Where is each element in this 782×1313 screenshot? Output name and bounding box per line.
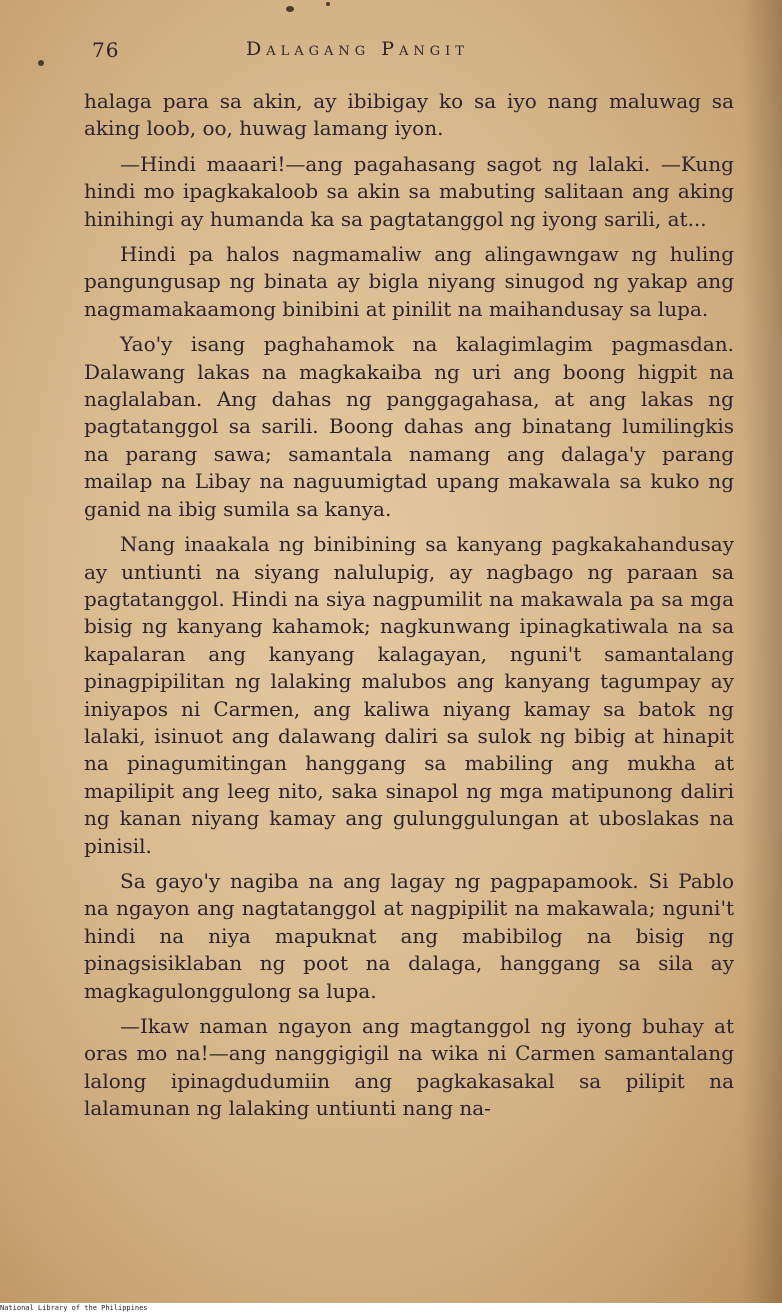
library-credit: National Library of the Philippines (0, 1304, 148, 1312)
paragraph: Yao'y isang paghahamok na kalagimlagim pagmasdan. Dalawang lakas na magkakaiba ng uri ang boong higpit na naglalaban. Ang dahas ng panggagahasa, at ang lakas ng pagtatanggol sa sarili. Boong dahas ang binatang lumilingkis na parang sawa; samantala namang ang dalaga'y parang mailap na Libay na naguumigtad upang makawala sa kuko ng ganid na ibig sumila sa kanya. (84, 332, 734, 521)
running-head: Dalagang Pangit (246, 38, 469, 60)
page-number: 76 (92, 38, 120, 62)
ink-speck (286, 6, 294, 12)
ink-speck (326, 2, 330, 6)
page-header (0, 36, 782, 66)
page-edge-shadow (742, 0, 782, 1303)
paragraph: Nang inaakala ng binibining sa kanyang pagkakahandusay ay untiunti na siyang nalulupig, ay nagbago ng paraan sa pagtatanggol. Hindi na siya nagpumilit na makawala pa sa mga bisig ng kanyang kahamok; nagkunwang ipinagkatiwala na sa kapalaran ang kanyang kalagayan, nguni't samantalang pinagpipilitan ng lalaking malubos ang kanyang tagumpay ay iniyapos ni Carmen, ang kaliwa niyang kamay sa batok ng lalaki, isinuot ang dalawang daliri sa sulok ng bibig at hinapit na pinagumitingan hanggang sa mabiling ang mukha at mapilipit ang leeg nito, saka sinapol ng mga matipunong daliri ng kanan niyang kamay ang gulunggulungan at uboslakas na pinisil. (84, 532, 734, 858)
paragraph: Sa gayo'y nagiba na ang lagay ng pagpapamook. Si Pablo na ngayon ang nagtatanggol at nagpipilit na makawala; nguni't hindi na niya mapuknat ang mabibilog na bisig ng pinagsisiklaban ng poot na dalaga, hanggang sa sila ay magkagulonggulong sa lupa. (84, 868, 734, 1003)
paragraph: —Hindi maaari!—ang pagahasang sagot ng lalaki. —Kung hindi mo ipagkakaloob sa akin sa mabuting salitaan ang aking hinihingi ay humanda ka sa pagtatanggol ng iyong sarili, at... (84, 151, 734, 231)
paragraph: Hindi pa halos nagmamaliw ang alingawngaw ng huling pangungusap ng binata ay bigla niyang sinugod ng yakap ang nagmamakaamong binibini at pinilit na maihandusay sa lupa. (84, 242, 734, 321)
paragraph: halaga para sa akin, ay ibibigay ko sa iyo nang maluwag sa aking loob, oo, huwag lamang iyon. (84, 89, 734, 141)
paragraph: —Ikaw naman ngayon ang magtanggol ng iyong buhay at oras mo na!—ang nanggigigil na wika ni Carmen samantalang lalong ipinagdudumiin ang pagkakasakal sa pilipit na lalamunan ng lalaking untiunti nang na- (84, 1014, 734, 1121)
body-text (84, 88, 734, 1131)
